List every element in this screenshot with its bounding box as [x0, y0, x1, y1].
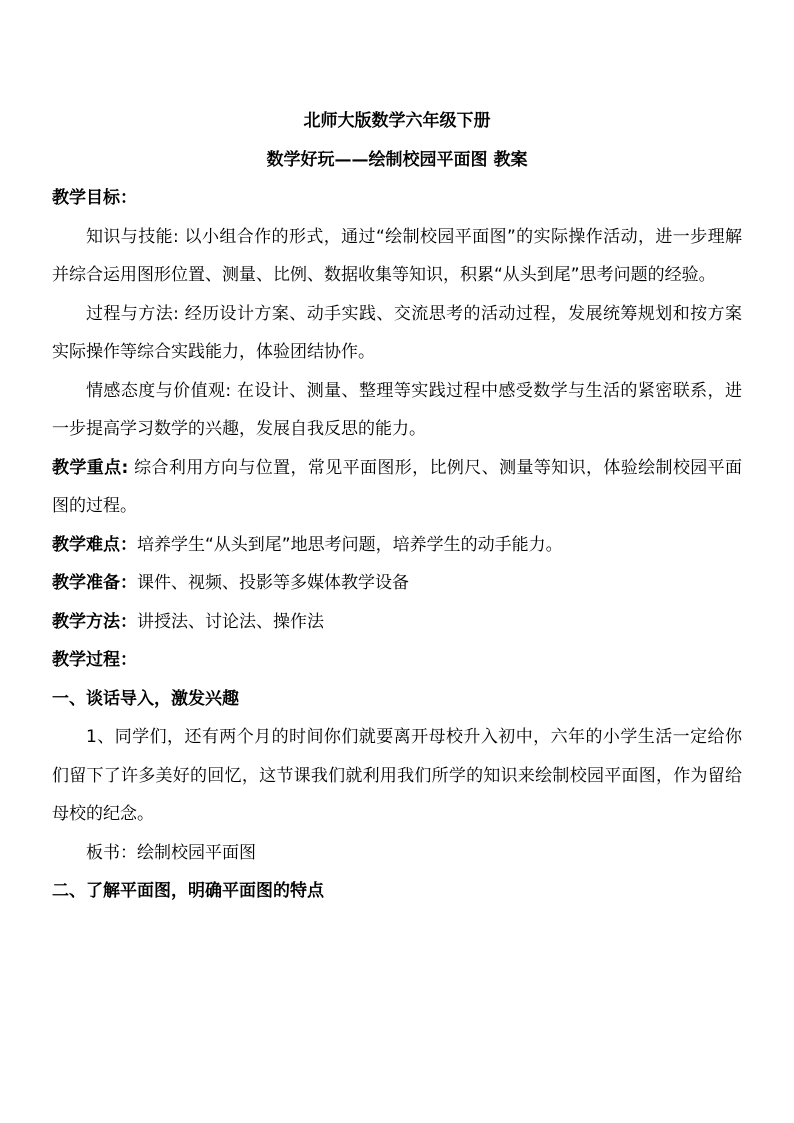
preparation-paragraph [52, 564, 742, 603]
preparation-label: 教学准备： [52, 573, 137, 593]
document-body [52, 102, 742, 911]
key-point-label: 教学重点: [52, 457, 129, 478]
objectives-heading: 教学目标： [52, 188, 137, 208]
part1-heading: 一、谈话导入，激发兴趣 [52, 688, 239, 709]
method-paragraph [52, 603, 742, 642]
method-label: 教学方法： [52, 611, 137, 632]
part2-heading: 二、了解平面图，明确平面图的特点 [52, 881, 324, 901]
difficulty-paragraph [52, 526, 742, 565]
part1-board-note: 板书：绘制校园平面图 [86, 842, 256, 863]
objective-process: 过程与方法: 经历设计方案、动手实践、交流思考的活动过程，发展统筹规划和按方案实际操作等综合实践能力，体验团结协作。 [52, 303, 742, 362]
difficulty-label: 教学难点： [52, 534, 137, 555]
process-heading: 教学过程： [52, 650, 137, 670]
document-title-line2: 数学好玩——绘制校园平面图 教案 [266, 149, 528, 170]
key-point-paragraph [52, 449, 742, 526]
key-point-text: 综合利用方向与位置，常见平面图形，比例尺、测量等知识，体验绘制校园平面图的过程。 [52, 457, 742, 516]
objective-emotion: 情感态度与价值观: 在设计、测量、整理等实践过程中感受数学与生活的紧密联系，进一步提高学习数学的兴趣，发展自我反思的能力。 [52, 380, 742, 439]
document-title-line1: 北师大版数学六年级下册 [303, 111, 491, 131]
method-text: 讲授法、讨论法、操作法 [137, 611, 324, 632]
difficulty-text: 培养学生“从头到尾”地思考问题，培养学生的动手能力。 [137, 534, 563, 555]
objective-knowledge: 知识与技能: 以小组合作的形式，通过“绘制校园平面图”的实际操作活动，进一步理解并综合运用图形位置、测量、比例、数据收集等知识，积累“从头到尾”思考问题的经验。 [52, 226, 742, 285]
part1-paragraph: 1、同学们，还有两个月的时间你们就要离开母校升入初中，六年的小学生活一定给你们留下了许多美好的回忆，这节课我们就利用我们所学的知识来绘制校园平面图，作为留给母校的纪念。 [52, 727, 742, 824]
preparation-text: 课件、视频、投影等多媒体教学设备 [137, 573, 409, 593]
